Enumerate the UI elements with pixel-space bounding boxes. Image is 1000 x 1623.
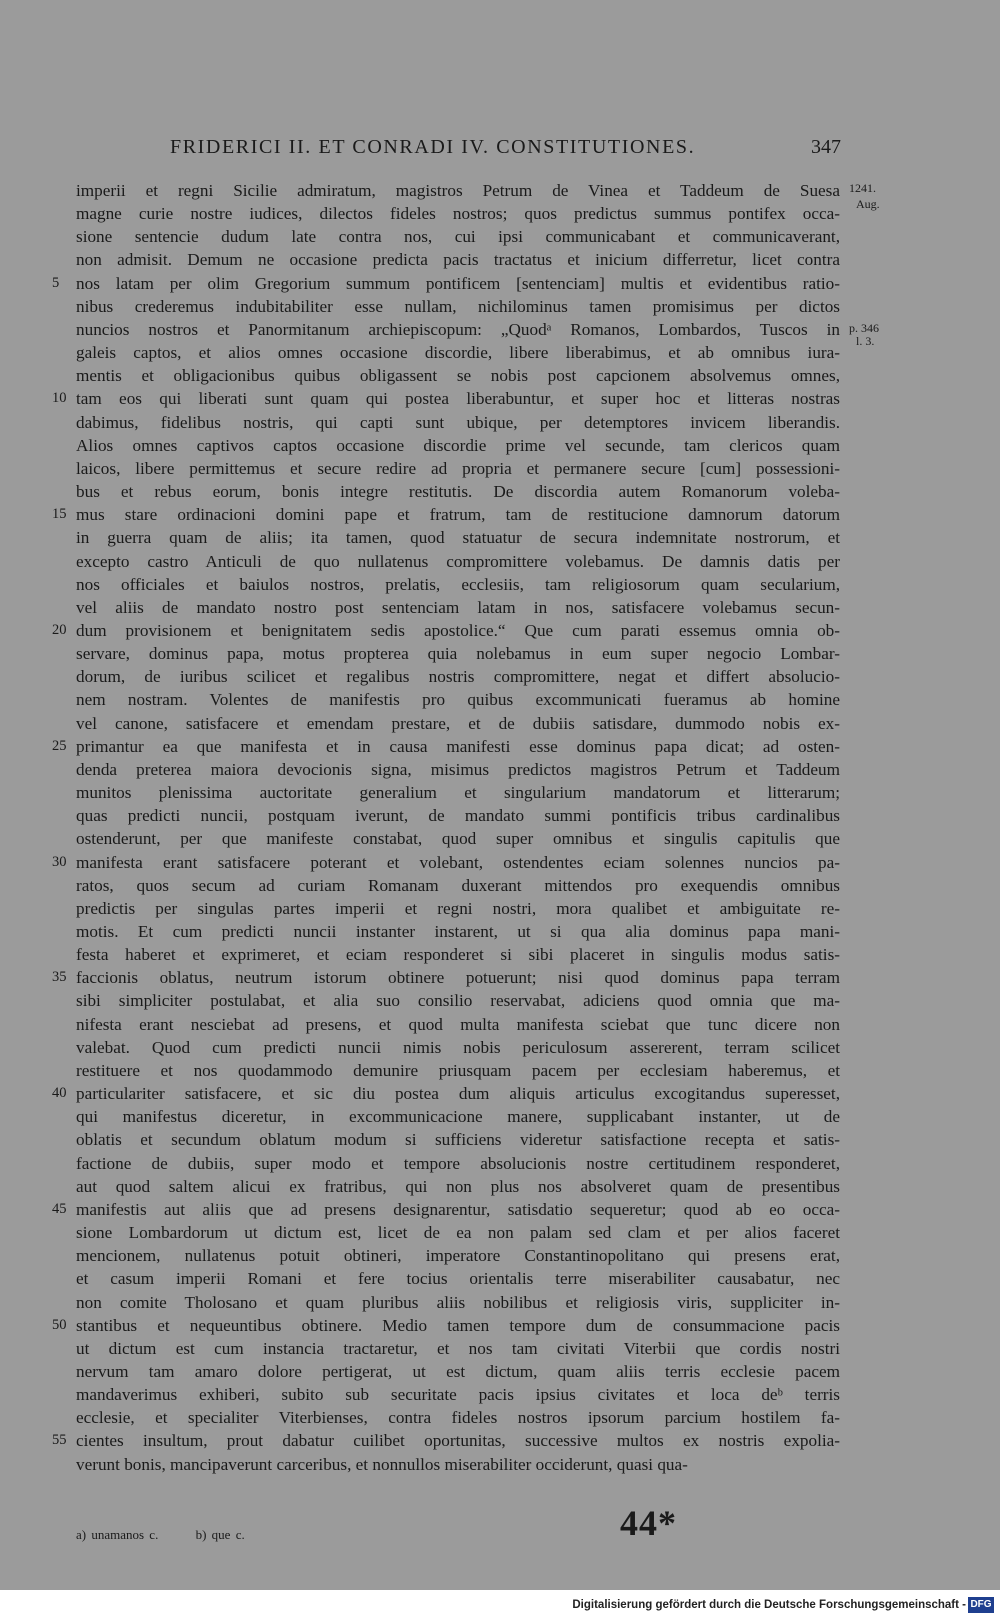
line-number: 25 — [52, 737, 67, 754]
margin-year: 1241. — [849, 181, 876, 195]
line-number: 15 — [52, 506, 67, 523]
line-text: oblatis et secundum oblatum modum si sufficiens videretur satisfactione recepta et satis- — [76, 1130, 840, 1150]
line-text: nos officiales et baiulos nostros, prelatis, ecclesiis, tam religiosorum quam secularium, — [76, 574, 840, 594]
text-line — [76, 1175, 840, 1198]
text-line — [76, 1013, 840, 1036]
line-number: 5 — [52, 274, 60, 291]
line-text: dabimus, fidelibus nostris, qui capti sunt ubique, per detemptores invicem liberandis. — [76, 412, 840, 432]
line-text: aut quod saltem alicui ex fratribus, qui non plus nos absolveret quam de presentibus — [76, 1176, 840, 1196]
text-line — [76, 920, 840, 943]
line-text: nifesta erant nesciebat ad presens, et quod multa manifesta sciebat que tunc dicere non — [76, 1014, 840, 1034]
line-text: ut dictum est cum instancia tractaretur, et nos tam civitati Viterbii que cordis nostri — [76, 1338, 840, 1358]
line-text: mentis et obligacionibus quibus obligassent se nobis post capcionem absolvemus omnes, — [76, 366, 840, 386]
signature-mark: 44* — [620, 1503, 677, 1543]
text-line — [76, 1244, 840, 1267]
text-line — [76, 642, 840, 665]
line-text: faccionis oblatus, neutrum istorum obtinere potuerunt; nisi quod dominus papa terram — [76, 968, 840, 988]
text-line — [76, 1221, 840, 1244]
line-text: mus stare ordinacioni domini pape et fratrum, tam de restitucione damnorum datorum — [76, 505, 840, 525]
line-text: vel aliis de mandato nostro post sentenciam latam in nos, satisfacere volebamus secun- — [76, 597, 840, 617]
text-line — [76, 411, 840, 434]
line-text: tam eos qui liberati sunt quam qui postea liberabuntur, et super hoc et litteras nostras — [76, 389, 840, 409]
line-text: bus et rebus eorum, bonis integre restitutis. De discordia autem Romanorum voleba- — [76, 482, 840, 502]
text-line — [52, 1082, 840, 1105]
line-text: sibi simpliciter postulabat, et alia suo consilio reservabat, adiciens quod omnia que ma- — [76, 991, 840, 1011]
line-text: in guerra quam de aliis; ita tamen, quod statuatur de secura indemnitate nostrorum, et — [76, 528, 840, 548]
line-text: cientes insultum, prout dabatur cuilibet oportunitas, successive multos ex nostris expolia- — [76, 1431, 840, 1451]
line-text: non comite Tholosano et quam pluribus aliis nobilibus et religiosis viris, suppliciter in- — [76, 1292, 840, 1312]
line-text: manifestis aut aliis que ad presens designarentur, satisdatio sequeretur; quod ab eo occa- — [76, 1199, 840, 1219]
line-text: festa haberet et exprimeret, et eciam responderet si sibi placeret in singulis modus satis- — [76, 945, 840, 965]
text-line — [76, 1406, 840, 1429]
text-line — [52, 272, 840, 295]
text-line — [76, 781, 840, 804]
text-line — [76, 248, 840, 271]
line-text: manifesta erant satisfacere poterant et volebant, ostendentes eciam solennes nuncios pa- — [76, 852, 840, 872]
line-number: 45 — [52, 1200, 67, 1217]
line-text: particulariter satisfacere, et sic diu postea dum aliquis articulus excogitandus superesset, — [76, 1084, 840, 1104]
line-text: ratos, quos secum ad curiam Romanam duxerant mittendos pro exequendis omnibus — [76, 875, 840, 895]
text-line — [76, 1036, 840, 1059]
text-line — [76, 1059, 840, 1082]
body-text — [52, 179, 840, 1476]
line-text: ostenderunt, per que manifeste constabat, quod super omnibus et singulis capitulis que — [76, 829, 840, 849]
text-line — [76, 480, 840, 503]
text-line — [52, 735, 840, 758]
line-text: excepto castro Anticuli de quo nullatenus compromittere volebamus. De damnis datis per — [76, 551, 840, 571]
line-text: sione Lombardorum ut dictum est, licet de ea non palam sed clam et per alios faceret — [76, 1223, 840, 1243]
text-line — [76, 1267, 840, 1290]
line-text: nervum tam amaro dolore pertigerat, ut est dictum, quam aliis terris ecclesie pacem — [76, 1361, 840, 1381]
text-line — [52, 851, 840, 874]
line-text: servare, dominus papa, motus propterea quia nolebamus in eum super negocio Lombar- — [76, 644, 840, 664]
line-text: motis. Et cum predicti nuncii instanter instarent, ut si qua alia dominus papa mani- — [76, 922, 840, 941]
footer-credit: Digitalisierung gefördert durch die Deutsche Forschungsgemeinschaft - — [572, 1599, 966, 1611]
line-text: dorum, de iuribus scilicet et regalibus nostris compromittere, negat et differt absolucio- — [76, 667, 840, 687]
text-line — [76, 526, 840, 549]
text-line — [76, 1383, 840, 1406]
text-line — [76, 1360, 840, 1383]
line-text: mandaverimus exhiberi, subito sub securitate pacis ipsius civitates et loca deᵇ terris — [76, 1385, 840, 1405]
text-line — [76, 897, 840, 920]
text-line — [76, 1152, 840, 1175]
line-text: nibus crederemus indubitabiliter esse nullam, nichilominus tamen promisimus per dictos — [76, 296, 840, 316]
line-text: nem nostram. Volentes de manifestis pro quibus excommunicati fueramus ab homine — [76, 690, 840, 710]
line-text: verunt bonis, mancipaverunt carceribus, et nonnullos miserabiliter occiderunt, quasi qua- — [76, 1454, 688, 1474]
line-text: imperii et regni Sicilie admiratum, magistros Petrum de Vinea et Taddeum de Suesa — [76, 181, 840, 200]
text-line — [76, 1105, 840, 1128]
text-line — [76, 1337, 840, 1360]
line-text: Alios omnes captivos captos occasione discordie prime vel secunde, tam clericos quam — [76, 435, 840, 455]
text-line — [76, 874, 840, 897]
line-number: 20 — [52, 621, 67, 638]
text-line — [76, 295, 840, 318]
line-text: munitos plenissima auctoritate generalium et singularium mandatorum et litterarum; — [76, 783, 840, 803]
line-text: denda preterea maiora devocionis signa, misimus predictos magistros Petrum et Taddeum — [76, 759, 840, 779]
dfg-logo-icon: DFG — [968, 1597, 994, 1613]
text-line — [76, 179, 840, 202]
line-text: predictis per singulas partes imperii et regni nostri, mora qualibet et ambiguitate re- — [76, 898, 840, 918]
text-line — [76, 1128, 840, 1151]
text-line — [76, 596, 840, 619]
line-text: magne curie nostre iudices, dilectos fideles nostros; quos predictus summus pontifex occa- — [76, 204, 840, 224]
digitization-footer — [0, 1590, 1000, 1623]
text-line — [52, 1198, 840, 1221]
text-line — [76, 225, 840, 248]
line-text: valebat. Quod cum predicti nuncii nimis nobis periculosum assererent, terram scilicet — [76, 1037, 840, 1057]
text-line — [76, 804, 840, 827]
line-text: sione sentencie dudum late contra nos, cui ipsi communicabant et communicaverant, — [76, 227, 840, 247]
text-line — [76, 688, 840, 711]
text-line — [76, 943, 840, 966]
line-text: restituere et nos quodammodo demunire priusquam pacem per ecclesiam haberemus, et — [76, 1060, 840, 1080]
text-line — [76, 573, 840, 596]
margin-line-ref: l. 3. — [856, 334, 875, 348]
text-line — [76, 341, 840, 364]
line-text: dum provisionem et benignitatem sedis apostolice.“ Que cum parati essemus omnia ob- — [76, 620, 840, 640]
text-line — [76, 665, 840, 688]
text-line — [76, 827, 840, 850]
text-line — [76, 758, 840, 781]
line-text: ecclesie, et specialiter Viterbienses, contra fideles nostros ipsorum parcium hostilem fa- — [76, 1408, 840, 1428]
text-line — [76, 1291, 840, 1314]
line-text: galeis captos, et alios omnes occasione discordie, libere liberabimus, et ab omnibus iura- — [76, 343, 840, 363]
line-text: vel canone, satisfacere et emendam prestare, et de dubiis satisdare, dummodo nobis ex- — [76, 713, 840, 733]
running-header — [0, 136, 1000, 166]
line-text: quas predicti nuncii, postquam iverunt, de mandato summi pontificis tribus cardinalibus — [76, 806, 840, 826]
line-number: 40 — [52, 1085, 67, 1102]
page-number: 347 — [811, 136, 841, 158]
line-number: 30 — [52, 853, 67, 870]
text-line — [76, 712, 840, 735]
margin-page-ref: p. 346 — [849, 321, 879, 335]
text-line — [52, 619, 840, 642]
line-text: factione de dubiis, super modo et tempore absolucionis nostre certitudinem responderet, — [76, 1153, 840, 1173]
text-line — [76, 550, 840, 573]
line-text: qui manifestus diceretur, in excommunicacione manere, supplicabant instanter, ut de — [76, 1107, 840, 1127]
footnote-a: a) unamanos c. — [76, 1527, 159, 1542]
line-number: 50 — [52, 1316, 67, 1333]
text-line — [52, 966, 840, 989]
text-line — [76, 318, 840, 341]
text-line — [76, 364, 840, 387]
text-line — [76, 457, 840, 480]
text-line — [76, 202, 840, 225]
footnote-b: b) que c. — [195, 1527, 245, 1542]
line-number: 55 — [52, 1432, 67, 1449]
text-line — [52, 503, 840, 526]
line-text: laicos, libere permittemus et secure redire ad propria et permanere secure [cum] possessioni- — [76, 458, 840, 478]
text-line — [76, 989, 840, 1012]
line-text: et casum imperii Romani et fere tocius orientalis terre miserabiliter causabatur, nec — [76, 1269, 840, 1289]
margin-month: Aug. — [856, 197, 880, 211]
text-line — [52, 1429, 840, 1452]
text-line — [52, 387, 840, 410]
footnotes — [76, 1527, 277, 1543]
line-text: stantibus et nequeuntibus obtinere. Medio tamen tempore dum de consummacione pacis — [76, 1315, 840, 1335]
line-text: mencionem, nullatenus potuit obtineri, imperatore Constantinopolitano qui presens erat, — [76, 1246, 840, 1266]
running-title: FRIDERICI II. ET CONRADI IV. CONSTITUTIONES. — [170, 136, 696, 158]
text-line — [76, 1453, 840, 1476]
text-line — [76, 434, 840, 457]
line-text: nuncios nostros et Panormitanum archiepiscopum: „Quodᵃ Romanos, Lombardos, Tuscos in — [76, 319, 840, 339]
line-number: 10 — [52, 390, 67, 407]
line-text: primantur ea que manifesta et in causa manifesti esse dominus papa dicat; ad osten- — [76, 736, 840, 756]
text-line — [52, 1314, 840, 1337]
line-text: nos latam per olim Gregorium summum pontificem [sentenciam] multis et evidentibus ratio- — [76, 273, 840, 293]
line-text: non admisit. Demum ne occasione predicta pacis tractatus et inicium differretur, licet contra — [76, 250, 840, 270]
line-number: 35 — [52, 969, 67, 986]
